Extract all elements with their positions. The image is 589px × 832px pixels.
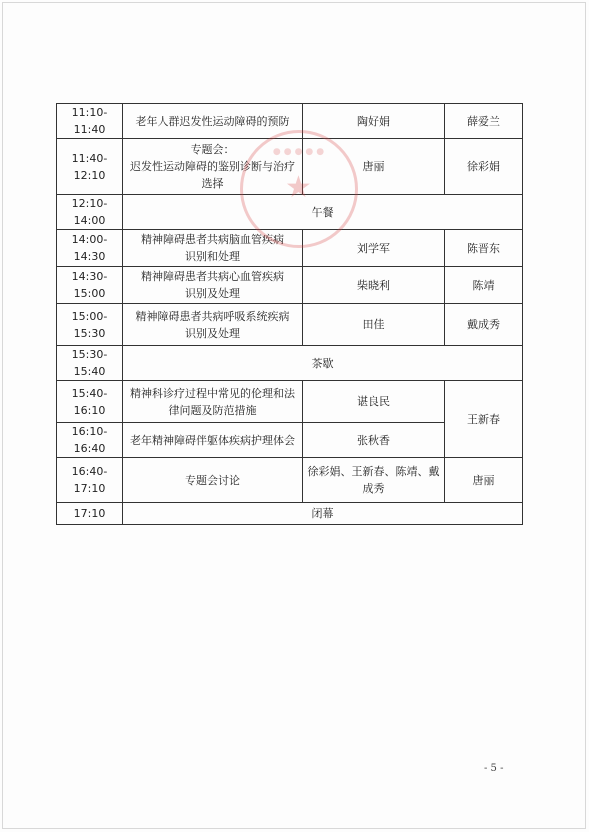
- time-cell: 14:30-15:00: [57, 267, 123, 304]
- schedule-table: [56, 103, 523, 525]
- topic-line: 精神科诊疗过程中常见的伦理和法: [130, 386, 295, 400]
- host-cell: 戴成秀: [445, 304, 523, 346]
- speaker-line: 徐彩娟、王新春、陈靖、戴: [307, 465, 440, 478]
- speaker-cell: 谌良民: [303, 381, 445, 423]
- table-row: [57, 139, 523, 195]
- table-row: [57, 304, 523, 346]
- speaker-cell: 柴晓利: [303, 267, 445, 304]
- time-cell: 16:10-16:40: [57, 423, 123, 458]
- topic-line: 迟发性运动障碍的鉴别诊断与治疗: [130, 160, 295, 173]
- topic-cell: 专题会讨论: [123, 458, 303, 503]
- topic-cell: [123, 381, 303, 423]
- time-cell: 14:00-14:30: [57, 230, 123, 267]
- topic-line: 识别和处理: [185, 250, 240, 263]
- time-cell: 11:40-12:10: [57, 139, 123, 195]
- speaker-cell: 田佳: [303, 304, 445, 346]
- speaker-cell: 刘学军: [303, 230, 445, 267]
- star-icon: ★: [285, 170, 312, 205]
- topic-line: 精神障碍患者共病心血管疾病: [141, 270, 284, 283]
- time-cell: 15:30-15:40: [57, 346, 123, 381]
- table-row: [57, 267, 523, 304]
- table-row: [57, 195, 523, 230]
- host-cell: 薛爱兰: [445, 104, 523, 139]
- topic-line: 专题会：: [190, 143, 235, 156]
- table-row: [57, 503, 523, 525]
- speaker-line: 成秀: [362, 482, 385, 495]
- time-cell: 16:40-17:10: [57, 458, 123, 503]
- topic-line: 精神障碍患者共病呼吸系统疾病: [135, 309, 290, 323]
- break-cell: 茶歇: [123, 346, 523, 381]
- speaker-cell: [303, 458, 445, 503]
- seal-ring-text-icon: ●●●●●: [272, 147, 328, 157]
- topic-line: 选择: [201, 177, 224, 190]
- speaker-cell: 张秋香: [303, 423, 445, 458]
- topic-cell: [123, 139, 303, 195]
- table-row: [57, 230, 523, 267]
- speaker-cell: 唐丽: [303, 139, 445, 195]
- time-cell: 12:10-14:00: [57, 195, 123, 230]
- topic-line: 精神障碍患者共病脑血管疾病: [141, 233, 284, 246]
- topic-cell: 老年人群迟发性运动障碍的预防: [123, 104, 303, 139]
- time-cell: 15:00-15:30: [57, 304, 123, 346]
- table-row: [57, 458, 523, 503]
- topic-cell: [123, 230, 303, 267]
- time-cell: 11:10-11:40: [57, 104, 123, 139]
- topic-cell: 老年精神障碍伴躯体疾病护理体会: [123, 423, 303, 458]
- topic-line: 律问题及防范措施: [168, 403, 257, 417]
- host-cell: 陈晋东: [445, 230, 523, 267]
- table-row: [57, 104, 523, 139]
- host-cell: 陈靖: [445, 267, 523, 304]
- topic-cell: [123, 267, 303, 304]
- time-cell: 15:40-16:10: [57, 381, 123, 423]
- time-cell: 17:10: [57, 503, 123, 525]
- speaker-cell: 陶好娟: [303, 104, 445, 139]
- topic-line: 识别及处理: [185, 326, 240, 340]
- topic-cell: [123, 304, 303, 346]
- host-cell: 徐彩娟: [445, 139, 523, 195]
- break-cell: 闭幕: [123, 503, 523, 525]
- topic-line: 识别及处理: [185, 287, 240, 300]
- table-row: [57, 346, 523, 381]
- break-cell: 午餐: [123, 195, 523, 230]
- host-cell: 唐丽: [445, 458, 523, 503]
- host-cell: 王新春: [445, 381, 523, 458]
- table-row: [57, 381, 523, 423]
- page-number: - 5 -: [484, 763, 504, 774]
